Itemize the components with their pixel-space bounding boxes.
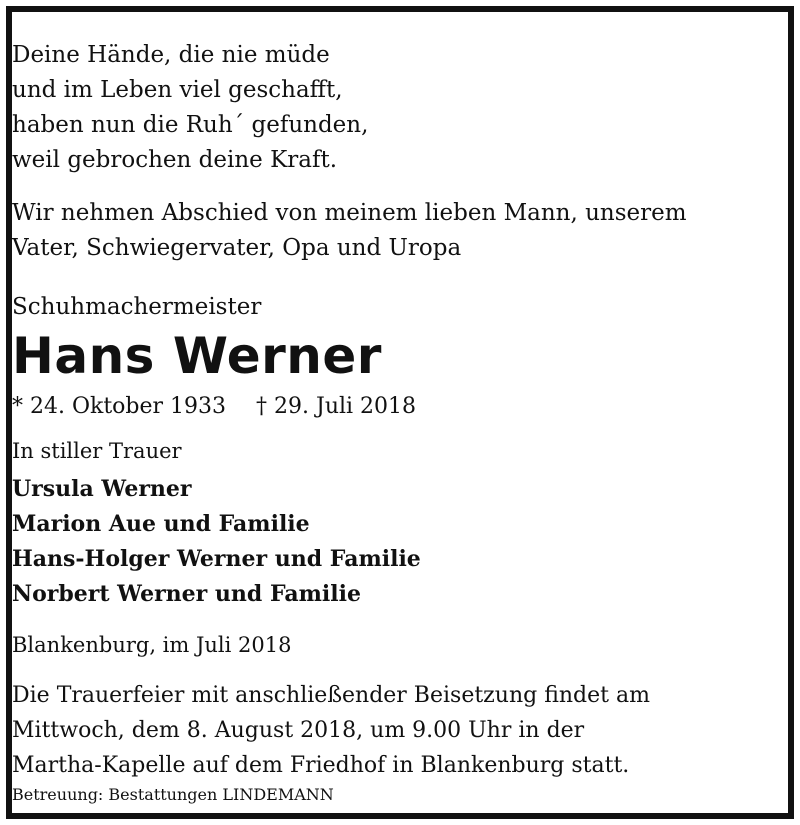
verse-line: weil gebrochen deine Kraft. xyxy=(12,147,338,173)
funeral-ceremony-info xyxy=(12,678,788,783)
mourner-name: Ursula Werner xyxy=(12,476,192,502)
deceased-name: Hans Werner xyxy=(12,327,382,385)
mourners-list xyxy=(12,472,788,612)
death-date: † 29. Juli 2018 xyxy=(256,394,417,419)
life-dates xyxy=(12,392,788,422)
ceremony-line: Die Trauerfeier mit anschließender Beisetzung findet am xyxy=(12,683,650,708)
mourner-name: Marion Aue und Familie xyxy=(12,511,310,537)
mourner-name: Norbert Werner und Familie xyxy=(12,581,361,607)
ceremony-line: Martha-Kapelle auf dem Friedhof in Blankenburg statt. xyxy=(12,753,630,778)
farewell-intro xyxy=(12,196,788,266)
ceremony-line: Mittwoch, dem 8. August 2018, um 9.00 Uhr in der xyxy=(12,718,585,743)
deceased-profession: Schuhmachermeister xyxy=(12,294,262,320)
mourning-label: In stiller Trauer xyxy=(12,439,182,463)
birth-date: * 24. Oktober 1933 xyxy=(12,394,227,419)
memorial-verse xyxy=(12,38,788,178)
funeral-home-credit: Betreuung: Bestattungen LINDEMANN xyxy=(12,785,334,804)
obituary-frame xyxy=(6,6,794,819)
intro-line: Vater, Schwiegervater, Opa und Uropa xyxy=(12,235,462,261)
verse-line: haben nun die Ruh´ gefunden, xyxy=(12,112,369,138)
mourner-name: Hans-Holger Werner und Familie xyxy=(12,546,421,572)
verse-line: Deine Hände, die nie müde xyxy=(12,42,330,68)
verse-line: und im Leben viel geschafft, xyxy=(12,77,343,103)
place-date: Blankenburg, im Juli 2018 xyxy=(12,633,292,657)
intro-line: Wir nehmen Abschied von meinem lieben Mann, unserem xyxy=(12,200,687,226)
